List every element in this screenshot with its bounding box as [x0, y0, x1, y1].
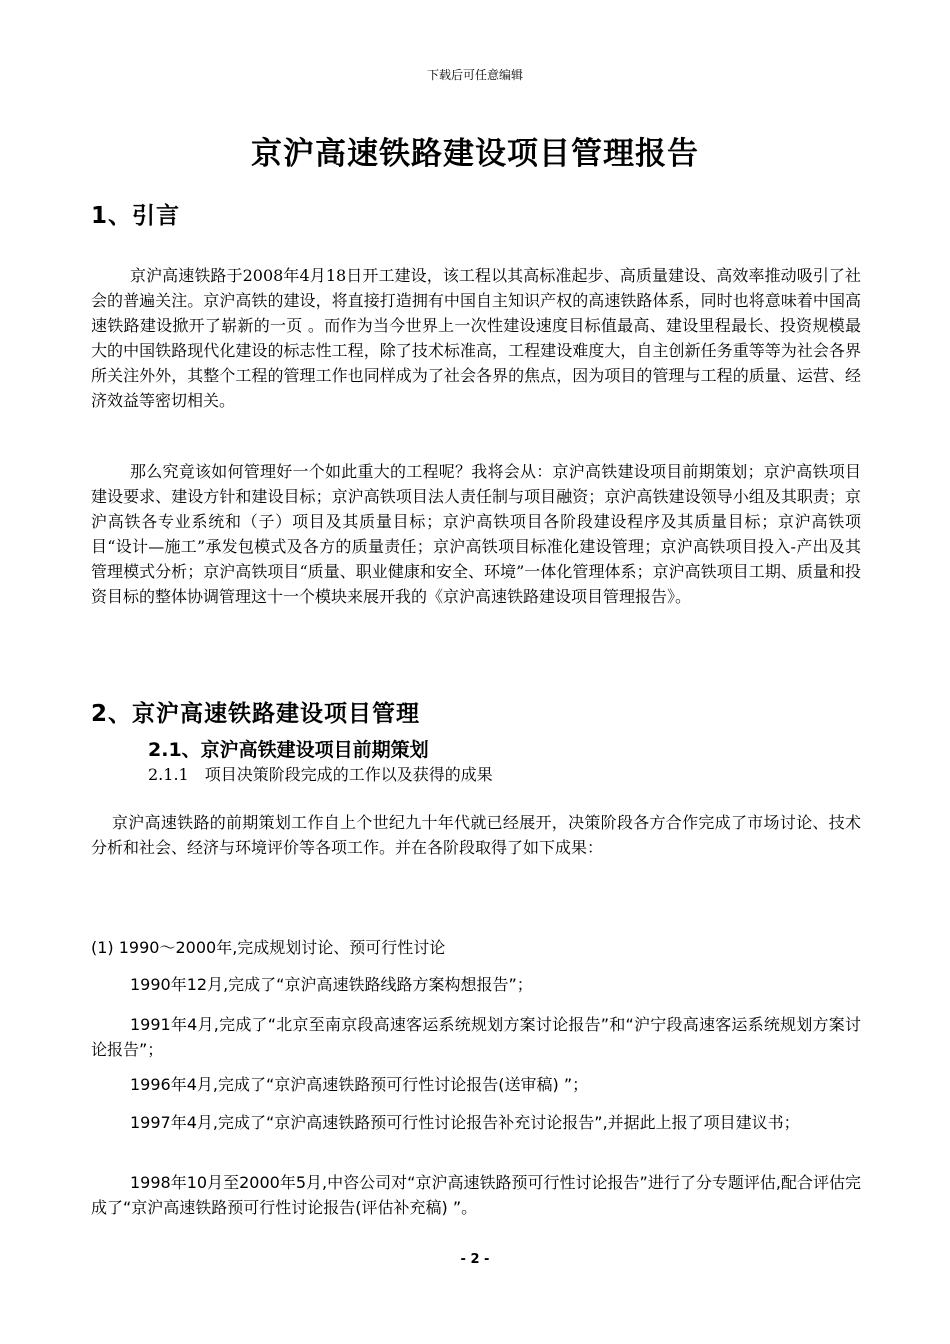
header-note: 下载后可任意编辑 [426, 68, 523, 82]
list-item: 1997年4月,完成了“京沪高速铁路预可行性讨论报告补充讨论报告”,并据此上报了项目建议书； [130, 1113, 800, 1132]
list-item: 1998年10月至2000年5月,中咨公司对“京沪高速铁路预可行性讨论报告”进行了分专题评估,配合评估完成了“京沪高速铁路预可行性讨论报告(评估补充稿) ”。 [91, 1173, 861, 1217]
page-number: - 2 - [460, 1252, 490, 1267]
document-title: 京沪高速铁路建设项目管理报告 [251, 136, 699, 172]
list-item: 1991年4月,完成了“北京至南京段高速客运系统规划方案讨论报告”和“沪宁段高速客运系统规划方案讨论报告”； [91, 1015, 861, 1059]
section-2-1-1-heading: 2.1.1 项目决策阶段完成的工作以及获得的成果 [148, 765, 493, 784]
list-item: 1990年12月,完成了“京沪高速铁路线路方案构想报告”； [130, 975, 533, 994]
section-2-intro-paragraph: 京沪高速铁路的前期策划工作自上个世纪九十年代就已经展开，决策阶段各方合作完成了市场讨论、技术分析和社会、经济与环境评价等各项工作。并在各阶段取得了如下成果： [91, 813, 861, 857]
section-1-paragraph-1: 京沪高速铁路于2008年4月18日开工建设，该工程以其高标准起步、高质量建设、高效率推动吸引了社会的普遍关注。京沪高铁的建设，将直接打造拥有中国自主知识产权的高速铁路体系，同时也将意味着中国高速铁路建设掀开了崭新的一页 。而作为当今世界上一次性建设速度目标值最高、建设里程最长、投资规模最大的中国铁路现代化建设的标志性工程，除了技术标准高，工程建设难度大，自主创新任务重等等为社会各界所关注外外，其整个工程的管理工作也同样成为了社会各界的焦点，因为项目的管理与工程的质量、运营、经济效益等密切相关。 [91, 266, 861, 410]
list-item-1-heading: (1) 1990～2000年,完成规划讨论、预可行性讨论 [91, 938, 446, 957]
section-1-paragraph-2: 那么究竟该如何管理好一个如此重大的工程呢？我将会从：京沪高铁建设项目前期策划；京沪高铁项目建设要求、建设方针和建设目标；京沪高铁项目法人责任制与项目融资；京沪高铁建设领导小组及其职责；京沪高铁各专业系统和（子）项目及其质量目标；京沪高铁项目各阶段建设程序及其质量目标；京沪高铁项目“设计—施工”承发包模式及各方的质量责任；京沪高铁项目标准化建设管理；京沪高铁项目投入-产出及其管理模式分析；京沪高铁项目“质量、职业健康和安全、环境”一体化管理体系；京沪高铁项目工期、质量和投资目标的整体协调管理这十一个模块来展开我的《京沪高速铁路建设项目管理报告》。 [91, 462, 861, 606]
section-2-1-heading: 2.1、京沪高铁建设项目前期策划 [148, 739, 429, 761]
list-item: 1996年4月,完成了“京沪高速铁路预可行性讨论报告(送审稿) ”； [130, 1075, 589, 1094]
section-2-heading: 2、京沪高速铁路建设项目管理 [91, 701, 421, 727]
section-1-heading: 1、引言 [91, 203, 181, 229]
